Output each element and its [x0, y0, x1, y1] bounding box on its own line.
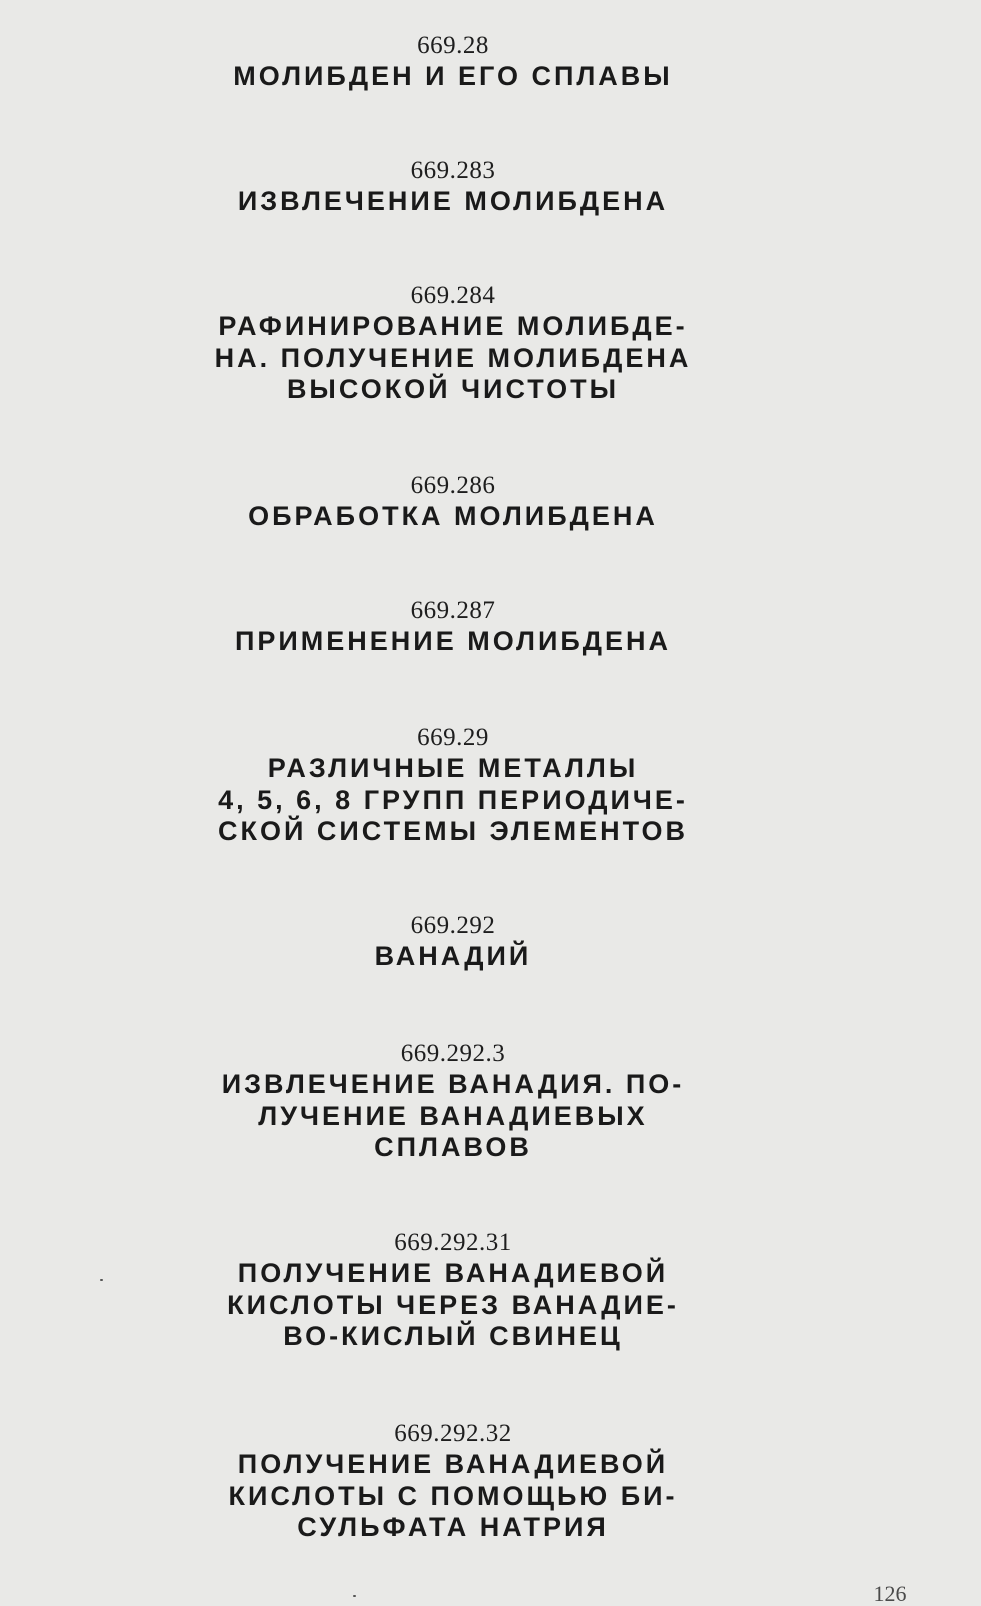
entry-code: 669.283 [410, 157, 496, 184]
entry-heading-line: ПОЛУЧЕНИЕ ВАНАДИЕВОЙ [237, 1449, 669, 1479]
entry-heading-line: СУЛЬФАТА НАТРИЯ [297, 1512, 609, 1542]
entry-code: 669.292.32 [394, 1420, 512, 1447]
entry-heading-line: КИСЛОТЫ С ПОМОЩЬЮ БИ- [228, 1480, 678, 1511]
entry-669-286 [0, 470, 906, 533]
entry-heading-line: ЛУЧЕНИЕ ВАНАДИЕВЫХ [258, 1100, 648, 1131]
entry-heading-line: РАФИНИРОВАНИЕ МОЛИБДЕ- [218, 311, 688, 341]
entry-heading-line: СКОЙ СИСТЕМЫ ЭЛЕМЕНТОВ [218, 816, 688, 846]
entry-669-287 [0, 595, 906, 658]
entry-code: 669.292 [410, 912, 496, 939]
entry-code: 669.286 [410, 472, 496, 499]
entry-heading-line: ОБРАБОТКА МОЛИБДЕНА [248, 501, 658, 531]
entry-669-283 [0, 155, 906, 218]
entry-heading-line: НА. ПОЛУЧЕНИЕ МОЛИБДЕНА [214, 342, 692, 373]
entry-669-284 [0, 280, 906, 406]
entry-heading-line: ИЗВЛЕЧЕНИЕ МОЛИБДЕНА [237, 186, 669, 216]
entry-669-292-31 [0, 1227, 906, 1353]
entry-heading-line: ВЫСОКОЙ ЧИСТОТЫ [286, 374, 620, 404]
entry-669-292-32 [0, 1418, 906, 1544]
entry-669-28 [0, 30, 906, 93]
entry-heading-line: 4, 5, 6, 8 ГРУПП ПЕРИОДИЧЕ- [218, 784, 688, 815]
entry-heading-line: ИЗВЛЕЧЕНИЕ ВАНАДИЯ. ПО- [221, 1069, 685, 1099]
entry-669-292 [0, 910, 906, 973]
entry-code: 669.292.31 [394, 1229, 512, 1256]
print-speck [100, 1279, 103, 1281]
entry-669-292-3 [0, 1038, 906, 1164]
entry-heading-line: РАЗЛИЧНЫЕ МЕТАЛЛЫ [267, 753, 639, 783]
entry-code: 669.287 [410, 597, 496, 624]
entry-code: 669.28 [417, 32, 489, 59]
entry-heading-line: КИСЛОТЫ ЧЕРЕЗ ВАНАДИЕ- [227, 1289, 679, 1320]
entry-code: 669.284 [410, 282, 496, 309]
entry-heading-line: ВАНАДИЙ [374, 941, 532, 971]
page-number: 126 [873, 1581, 907, 1606]
entry-heading-line: МОЛИБДЕН И ЕГО СПЛАВЫ [233, 61, 673, 91]
entry-669-29 [0, 722, 906, 848]
entry-heading-line: ПРИМЕНЕНИЕ МОЛИБДЕНА [234, 626, 672, 656]
entry-code: 669.29 [417, 724, 489, 751]
entry-code: 669.292.3 [400, 1040, 506, 1067]
entry-heading-line: СПЛАВОВ [374, 1132, 532, 1162]
entry-heading-line: ВО-КИСЛЫЙ СВИНЕЦ [283, 1321, 623, 1351]
entry-heading-line: ПОЛУЧЕНИЕ ВАНАДИЕВОЙ [237, 1258, 669, 1288]
print-speck [353, 1595, 356, 1597]
